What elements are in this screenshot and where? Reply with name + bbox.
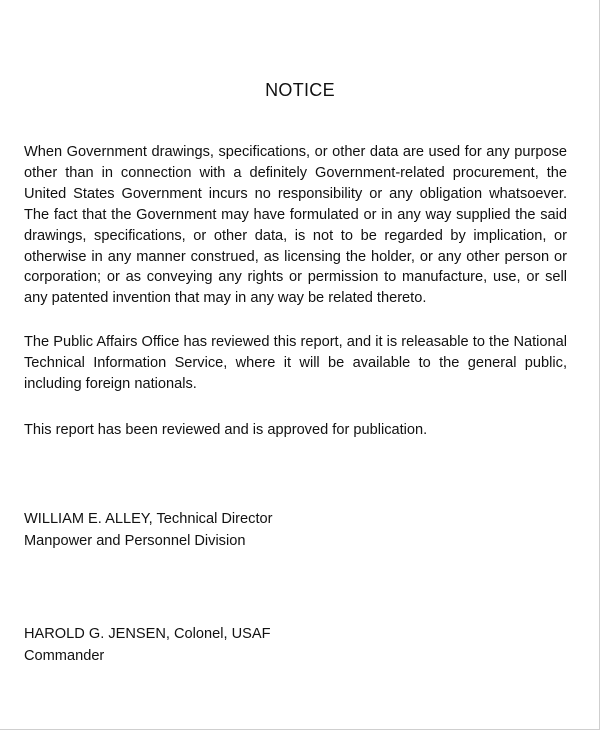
signatory-name-title: WILLIAM E. ALLEY, Technical Director <box>24 511 273 527</box>
disclaimer-line: otherwise in any manner construed, as licensing the holder, or any other person or <box>24 248 567 265</box>
signature-block-commander <box>24 623 271 667</box>
disclaimer-line: When Government drawings, specifications, or other data are used for any purpose <box>24 144 567 160</box>
notice-title: NOTICE <box>265 80 335 100</box>
release-line: Technical Information Service, where it will be available to the general public, <box>24 354 567 371</box>
disclaimer-line: The fact that the Government may have formulated or in any way supplied the said <box>24 206 567 223</box>
disclaimer-paragraph <box>24 142 567 309</box>
approval-line: This report has been reviewed and is approved for publication. <box>24 422 428 438</box>
signature-block-technical-director <box>24 508 272 552</box>
signatory-name-title: HAROLD G. JENSEN, Colonel, USAF <box>24 626 271 642</box>
approval-paragraph <box>24 420 567 441</box>
release-paragraph <box>24 332 567 395</box>
disclaimer-line: United States Government incurs no responsibility or any obligation whatsoever. <box>24 185 567 202</box>
disclaimer-line: drawings, specifications, or other data, is not to be regarded by implication, or <box>24 227 567 244</box>
signatory-unit: Manpower and Personnel Division <box>24 533 246 549</box>
disclaimer-line: any patented invention that may in any way be related thereto. <box>24 290 427 307</box>
disclaimer-line: corporation; or as conveying any rights or permission to manufacture, use, or sell <box>24 269 567 286</box>
release-line: including foreign nationals. <box>24 375 197 392</box>
disclaimer-line: other than in connection with a definitely Government-related procurement, the <box>24 164 567 181</box>
signatory-unit: Commander <box>24 648 105 664</box>
release-line: The Public Affairs Office has reviewed this report, and it is releasable to the National <box>24 334 567 350</box>
